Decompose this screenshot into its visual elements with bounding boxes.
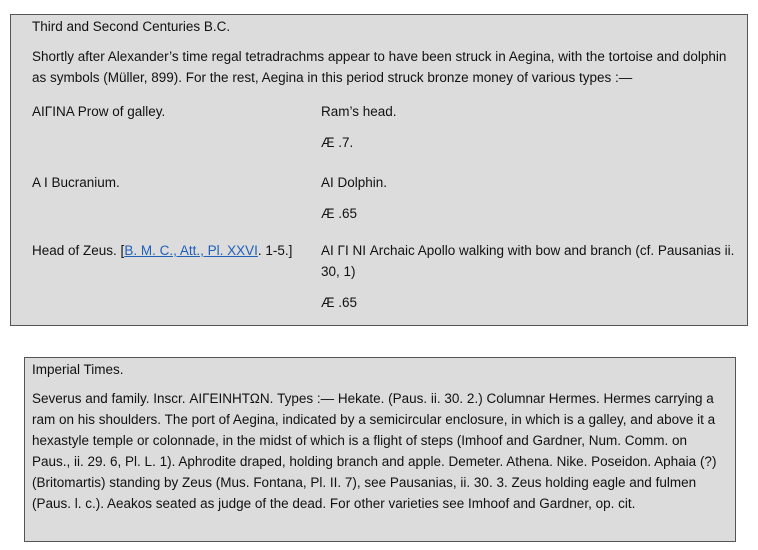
metal-size: Æ .65 <box>321 206 358 221</box>
section-heading: Third and Second Centuries B.C. <box>32 19 231 34</box>
section-third-second-centuries <box>10 14 748 326</box>
obverse-description <box>32 203 321 224</box>
reverse-description: ΑΙ ΓΙ ΝΙ Archaic Apollo walking with bow and branch (cf. Pausanias ii. 30, 1) <box>321 243 735 279</box>
metal-size: Æ .7. <box>321 135 354 150</box>
obverse-description: Α Ι Bucranium. <box>32 175 120 190</box>
obverse-description <box>32 292 321 313</box>
coin-row <box>32 132 737 153</box>
imperial-paragraph: Severus and family. Inscr. ΑΙΓΕΙΝΗΤΩΝ. Types :— Hekate. (Paus. ii. 30. 2.) Columnar Hermes. Hermes carrying a ram on his shoulders. The port of Aegina, indicated by a semicircular enclosure, in which is a galley, and above it a hexastyle temple or colonnade, in the midst of which is a flight of steps (Imhoof and Gardner, Num. Comm. on Paus., ii. 29. 6, Pl. L. 1). Aphrodite draped, holding branch and apple. Demeter. Athena. Nike. Poseidon. Aphaia (?) (Britomartis) standing by Zeus (Mus. Fontana, Pl. II. 7), see Pausanias, ii. 30. 3. Zeus holding eagle and fulmen (Paus. l. c.). Aeakos seated as judge of the dead. For other varieties see Imhoof and Gardner, op. cit. <box>32 391 717 511</box>
reverse-description: Ram’s head. <box>321 104 397 119</box>
coin-row <box>32 240 737 282</box>
obverse-text: Head of Zeus. [ <box>32 243 125 258</box>
section-imperial-times <box>24 357 736 542</box>
coin-row <box>32 292 737 313</box>
obverse-description <box>32 132 321 153</box>
bmc-reference-link[interactable]: B. M. C., Att., Pl. XXVI <box>124 243 258 258</box>
coin-row <box>32 203 737 224</box>
reverse-description: ΑΙ Dolphin. <box>321 175 388 190</box>
obverse-description: ΑΙΓΙΝΑ Prow of galley. <box>32 104 166 119</box>
intro-paragraph: Shortly after Alexander’s time regal tetradrachms appear to have been struck in Aegina, with the tortoise and dolphin as symbols (Müller, 899). For the rest, Aegina in this period struck bronze money of various types :— <box>32 49 727 85</box>
obverse-text-end: . 1-5.] <box>257 243 293 258</box>
section-heading: Imperial Times. <box>32 362 124 377</box>
coin-row <box>32 101 737 122</box>
obverse-description <box>32 240 321 282</box>
coin-row <box>32 172 737 193</box>
metal-size: Æ .65 <box>321 295 358 310</box>
